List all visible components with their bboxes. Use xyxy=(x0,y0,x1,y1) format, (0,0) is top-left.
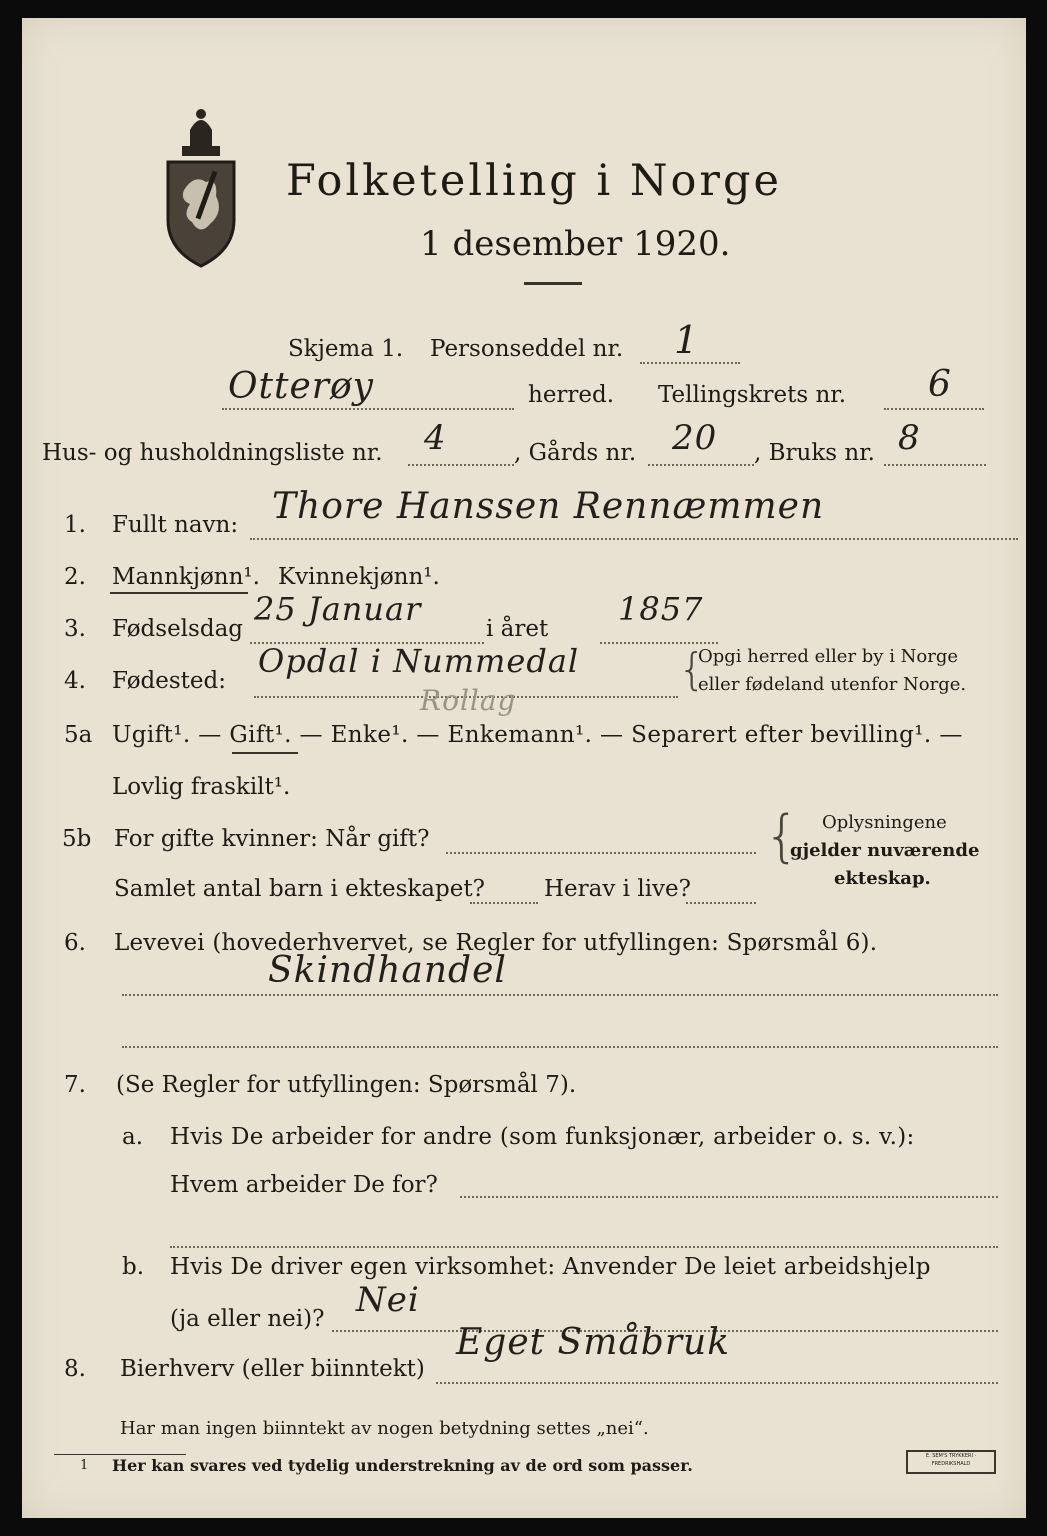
q7-number: 7. xyxy=(64,1072,86,1098)
q7a-text: Hvis De arbeider for andre (som funksjonær, arbeider o. s. v.): xyxy=(170,1124,915,1150)
footnote-number: 1 xyxy=(80,1458,89,1473)
bruks-label: , Bruks nr. xyxy=(754,440,875,466)
footnote-text: Her kan svares ved tydelig understrekning av de ord som passer. xyxy=(112,1456,693,1475)
q2-male: Mannkjønn¹. xyxy=(112,564,260,590)
coat-of-arms-icon xyxy=(160,100,242,272)
q6-value: Skindhandel xyxy=(268,950,507,991)
q2-female: Kvinnekjønn¹. xyxy=(278,564,440,590)
census-form xyxy=(22,18,1026,1518)
personseddel-label: Personseddel nr. xyxy=(430,336,624,362)
q5a-gift-underline xyxy=(232,752,298,754)
q7b-number: b. xyxy=(122,1254,145,1280)
q5a-text-2: Lovlig fraskilt¹. xyxy=(112,774,291,800)
tellingskrets-value: 6 xyxy=(928,364,952,405)
q5b-children-line xyxy=(470,902,538,904)
q4-correction: Rollag xyxy=(420,684,517,717)
q5a-text: Ugift¹. — Gift¹. — Enke¹. — Enkemann¹. — Separert efter bevilling¹. — xyxy=(112,722,963,748)
q3-label: Fødselsdag xyxy=(112,616,244,642)
q5b-married-line xyxy=(446,852,756,854)
form-title: Folketelling i Norge xyxy=(286,156,782,206)
q3-year-label: i året xyxy=(486,616,549,642)
husliste-line xyxy=(408,464,514,466)
husliste-value: 4 xyxy=(424,418,447,458)
q6-number: 6. xyxy=(64,930,86,956)
herred-value: Otterøy xyxy=(228,366,374,407)
tellingskrets-label: Tellingskrets nr. xyxy=(658,382,847,408)
q4-note-2: eller fødeland utenfor Norge. xyxy=(698,674,967,695)
q4-note-1: Opgi herred eller by i Norge xyxy=(698,646,959,667)
q8-line xyxy=(436,1382,998,1384)
footer-note: Har man ingen biinntekt av nogen betydning settes „nei“. xyxy=(120,1418,649,1439)
q7b-text: Hvis De driver egen virksomhet: Anvender De leiet arbeidshjelp xyxy=(170,1254,931,1280)
q4-number: 4. xyxy=(64,668,86,694)
personseddel-value: 1 xyxy=(674,318,700,362)
q5b-label-2: Samlet antal barn i ekteskapet? xyxy=(114,876,485,902)
tellingskrets-line xyxy=(884,408,984,410)
q7b-text-2: (ja eller nei)? xyxy=(170,1306,325,1332)
q4-brace: { xyxy=(678,644,706,695)
q5b-note-1: Oplysningene xyxy=(822,812,947,833)
footnote-rule xyxy=(54,1454,186,1455)
schema-label: Skjema 1. xyxy=(288,336,404,362)
q4-value: Opdal i Nummedal xyxy=(258,642,580,680)
bruks-value: 8 xyxy=(898,418,921,458)
herred-label: herred. xyxy=(528,382,615,408)
census-date: 1 desember 1920. xyxy=(420,224,731,264)
q1-number: 1. xyxy=(64,512,86,538)
q8-label: Bierhverv (eller biinntekt) xyxy=(120,1356,425,1382)
q1-line xyxy=(250,538,1018,540)
q7a-text-2: Hvem arbeider De for? xyxy=(170,1172,438,1198)
q7a-line-1 xyxy=(460,1196,998,1198)
q5b-number: 5b xyxy=(62,826,92,852)
title-rule xyxy=(524,282,582,285)
gards-value: 20 xyxy=(672,418,718,458)
bruks-line xyxy=(884,464,986,466)
husliste-label: Hus- og husholdningsliste nr. xyxy=(42,440,383,466)
q2-male-underline xyxy=(110,592,248,594)
q5a-number: 5a xyxy=(64,722,93,748)
q5b-label: For gifte kvinner: Når gift? xyxy=(114,826,430,852)
q2-number: 2. xyxy=(64,564,86,590)
q7b-value: Nei xyxy=(356,1280,420,1320)
gards-label: , Gårds nr. xyxy=(514,440,637,466)
q5b-brace: { xyxy=(764,804,800,869)
q1-label: Fullt navn: xyxy=(112,512,239,538)
herred-line xyxy=(222,408,514,410)
q5b-label-3: Herav i live? xyxy=(544,876,691,902)
q7a-number: a. xyxy=(122,1124,144,1150)
q6-label: Levevei (hovederhvervet, se Regler for utfyllingen: Spørsmål 6). xyxy=(114,930,878,956)
q6-line-2 xyxy=(122,1046,998,1048)
q3-number: 3. xyxy=(64,616,86,642)
personseddel-line xyxy=(640,362,740,364)
q3-year-value: 1857 xyxy=(618,590,704,628)
q8-number: 8. xyxy=(64,1356,86,1382)
q6-line-1 xyxy=(122,994,998,996)
q7a-line-2 xyxy=(170,1246,998,1248)
q5b-alive-line xyxy=(686,902,756,904)
q1-value: Thore Hanssen Rennæmmen xyxy=(272,486,825,527)
q7-label: (Se Regler for utfyllingen: Spørsmål 7). xyxy=(116,1072,577,1098)
q5b-note-3: ekteskap. xyxy=(834,868,931,889)
q5b-note-2: gjelder nuværende xyxy=(790,840,980,861)
gards-line xyxy=(648,464,754,466)
printer-stamp: E. SEM'S TRYKKERI · FREDRIKSHALD xyxy=(906,1450,996,1474)
q3-value: 25 Januar xyxy=(254,590,422,628)
q8-value: Eget Småbruk xyxy=(456,1322,731,1363)
q4-label: Fødested: xyxy=(112,668,227,694)
